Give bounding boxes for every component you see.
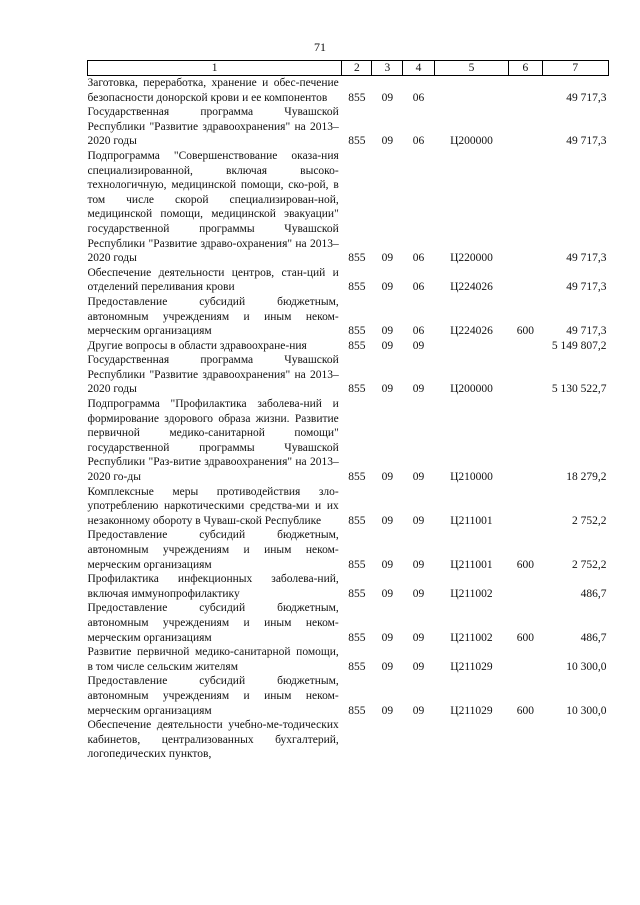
row-subsection-code: 09 (412, 514, 425, 527)
row-subsection-code: 09 (412, 383, 425, 396)
row-subsection-code: 06 (412, 281, 425, 294)
row-expense-type-code (509, 485, 542, 529)
row-amount: 49 717,3 (566, 91, 607, 104)
row-amount: 49 717,3 (566, 252, 607, 265)
row-subsection-code: 06 (412, 252, 425, 265)
row-section-code: 09 (381, 660, 394, 673)
budget-table (87, 60, 609, 762)
row-description: Заготовка, переработка, хранение и обес-печение безопасности донорской крови и ее компонентов (87, 77, 339, 104)
row-description: Обеспечение деятельности центров, стан-ций и отделений переливания крови (87, 266, 339, 294)
row-expense-type-code (509, 353, 542, 397)
row-expense-type-code: 600 (516, 325, 535, 338)
row-expense-type-code (509, 718, 542, 762)
table-row (88, 295, 609, 339)
row-chapter-code: 855 (348, 558, 366, 571)
row-subsection-code: 06 (412, 135, 425, 148)
header-col-5: 5 (434, 61, 509, 76)
row-chapter-code: 855 (348, 135, 366, 148)
row-section-code: 09 (381, 252, 394, 265)
row-description: Комплексные меры противодействия зло-употреблению наркотическими средства-ми и их незаконному обороту в Чуваш-ской Республике (87, 485, 339, 527)
row-target-article-code (434, 718, 509, 762)
row-section-code: 09 (381, 281, 394, 294)
row-description: Подпрограмма "Совершенствование оказа-ния специализированной, включая высоко-технологичную, медицинской помощи, ско-рой, в том числе скорой специализирован-ной, медицинской помощи, медицинской эвакуации" государственной программы Чувашской Республики "Развитие здраво-охранения" на 2013–2020 годы (87, 149, 339, 265)
row-target-article-code: Ц211001 (450, 514, 493, 527)
row-description: Профилактика инфекционных заболева-ний, включая иммунопрофилактику (87, 573, 339, 600)
row-amount: 10 300,0 (566, 660, 607, 673)
row-target-article-code: Ц211029 (450, 704, 493, 717)
table-row (88, 528, 609, 572)
row-target-article-code: Ц211029 (450, 660, 493, 673)
row-description: Предоставление субсидий бюджетным, автономным учреждениям и иным неком-мерческим организациям (87, 529, 339, 571)
row-target-article-code: Ц224026 (450, 281, 493, 294)
row-amount: 49 717,3 (566, 135, 607, 148)
row-section-code: 09 (381, 91, 394, 104)
row-target-article-code: Ц220000 (450, 252, 493, 265)
row-chapter-code: 855 (348, 631, 366, 644)
table-row (88, 674, 609, 718)
row-subsection-code: 09 (412, 471, 425, 484)
row-chapter-code: 855 (348, 660, 366, 673)
row-target-article-code: Ц224026 (450, 325, 493, 338)
row-section-code: 09 (381, 631, 394, 644)
row-expense-type-code (509, 266, 542, 295)
row-target-article-code (434, 339, 509, 354)
row-subsection-code: 09 (412, 587, 425, 600)
row-description: Развитие первичной медико-санитарной помощи, в том числе сельским жителям (87, 646, 339, 673)
row-amount: 2 752,2 (572, 558, 607, 571)
row-section-code: 09 (381, 587, 394, 600)
row-expense-type-code (509, 105, 542, 149)
header-col-4: 4 (403, 61, 434, 76)
row-expense-type-code (509, 149, 542, 266)
row-subsection-code: 06 (412, 325, 425, 338)
row-amount: 5 149 807,2 (551, 339, 607, 352)
table-row (88, 397, 609, 485)
row-amount: 2 752,2 (572, 514, 607, 527)
row-chapter-code: 855 (348, 281, 366, 294)
row-target-article-code: Ц211002 (450, 587, 493, 600)
header-col-1: 1 (88, 61, 342, 76)
row-chapter-code: 855 (348, 704, 366, 717)
row-amount: 10 300,0 (566, 704, 607, 717)
table-row (88, 485, 609, 529)
row-section-code: 09 (381, 471, 394, 484)
row-target-article-code: Ц211002 (450, 631, 493, 644)
row-description: Предоставление субсидий бюджетным, автономным учреждениям и иным неком-мерческим организациям (87, 295, 339, 338)
row-description: Предоставление субсидий бюджетным, автономным учреждениям и иным неком-мерческим организациям (87, 675, 339, 717)
row-expense-type-code (509, 645, 542, 674)
row-target-article-code: Ц200000 (450, 135, 493, 148)
row-amount: 18 279,2 (566, 471, 607, 484)
row-section-code: 09 (381, 135, 394, 148)
row-description: Другие вопросы в области здравоохране-ния (87, 339, 307, 352)
row-amount: 486,7 (580, 587, 607, 600)
row-description: Предоставление субсидий бюджетным, автономным учреждениям и иным неком-мерческим организациям (87, 602, 339, 644)
row-amount: 49 717,3 (566, 325, 607, 338)
row-amount: 5 130 522,7 (551, 383, 607, 396)
table-row (88, 76, 609, 106)
row-expense-type-code: 600 (516, 558, 535, 571)
row-section-code: 09 (381, 339, 394, 352)
header-col-7: 7 (542, 61, 608, 76)
row-section-code: 09 (381, 383, 394, 396)
row-chapter-code: 855 (348, 471, 366, 484)
row-section-code (372, 718, 403, 762)
header-col-3: 3 (372, 61, 403, 76)
row-chapter-code: 855 (348, 514, 366, 527)
row-subsection-code: 09 (412, 631, 425, 644)
page-number: 71 (314, 40, 326, 54)
row-expense-type-code (509, 397, 542, 485)
row-amount (542, 718, 608, 762)
row-expense-type-code: 600 (516, 631, 535, 644)
row-section-code: 09 (381, 704, 394, 717)
table-row (88, 645, 609, 674)
header-col-6: 6 (509, 61, 542, 76)
row-amount: 49 717,3 (566, 281, 607, 294)
row-target-article-code: Ц211001 (450, 558, 493, 571)
row-description: Обеспечение деятельности учебно-ме-тодических кабинетов, централизованных бухгалтерий, логопедических пунктов, (87, 719, 339, 761)
row-amount: 486,7 (580, 631, 607, 644)
row-subsection-code: 06 (412, 91, 425, 104)
row-expense-type-code (509, 339, 542, 354)
row-chapter-code: 855 (348, 252, 366, 265)
header-col-2: 2 (342, 61, 372, 76)
row-description: Подпрограмма "Профилактика заболева-ний и формирование здорового образа жизни. Развитие первичной медико-санитарной помощи" государственной программы Чувашской Республики "Раз-витие здравоохранения" на 2013–2020 го-ды (87, 398, 339, 484)
row-description: Государственная программа Чувашской Республики "Развитие здравоохранения" на 2013–2020 годы (87, 354, 339, 396)
row-chapter-code: 855 (348, 587, 366, 600)
table-row (88, 718, 609, 762)
row-target-article-code: Ц210000 (450, 471, 493, 484)
row-description: Государственная программа Чувашской Республики "Развитие здравоохранения" на 2013–2020 годы (87, 106, 339, 148)
row-target-article-code: Ц200000 (450, 383, 493, 396)
row-subsection-code: 09 (412, 558, 425, 571)
row-chapter-code: 855 (348, 383, 366, 396)
table-row (88, 353, 609, 397)
table-row (88, 601, 609, 645)
row-subsection-code (403, 718, 434, 762)
row-section-code: 09 (381, 558, 394, 571)
table-row (88, 266, 609, 295)
table-row (88, 339, 609, 354)
table-row (88, 105, 609, 149)
row-section-code: 09 (381, 514, 394, 527)
row-subsection-code: 09 (412, 339, 425, 352)
row-expense-type-code: 600 (516, 704, 535, 717)
row-subsection-code: 09 (412, 660, 425, 673)
table-row (88, 572, 609, 601)
row-expense-type-code (509, 76, 542, 106)
row-expense-type-code (509, 572, 542, 601)
table-row (88, 149, 609, 266)
row-chapter-code: 855 (348, 325, 366, 338)
row-subsection-code: 09 (412, 704, 425, 717)
row-chapter-code: 855 (348, 91, 366, 104)
row-section-code: 09 (381, 325, 394, 338)
row-chapter-code: 855 (348, 339, 366, 352)
row-target-article-code (434, 76, 509, 106)
table-header (88, 61, 609, 76)
row-chapter-code (342, 718, 372, 762)
